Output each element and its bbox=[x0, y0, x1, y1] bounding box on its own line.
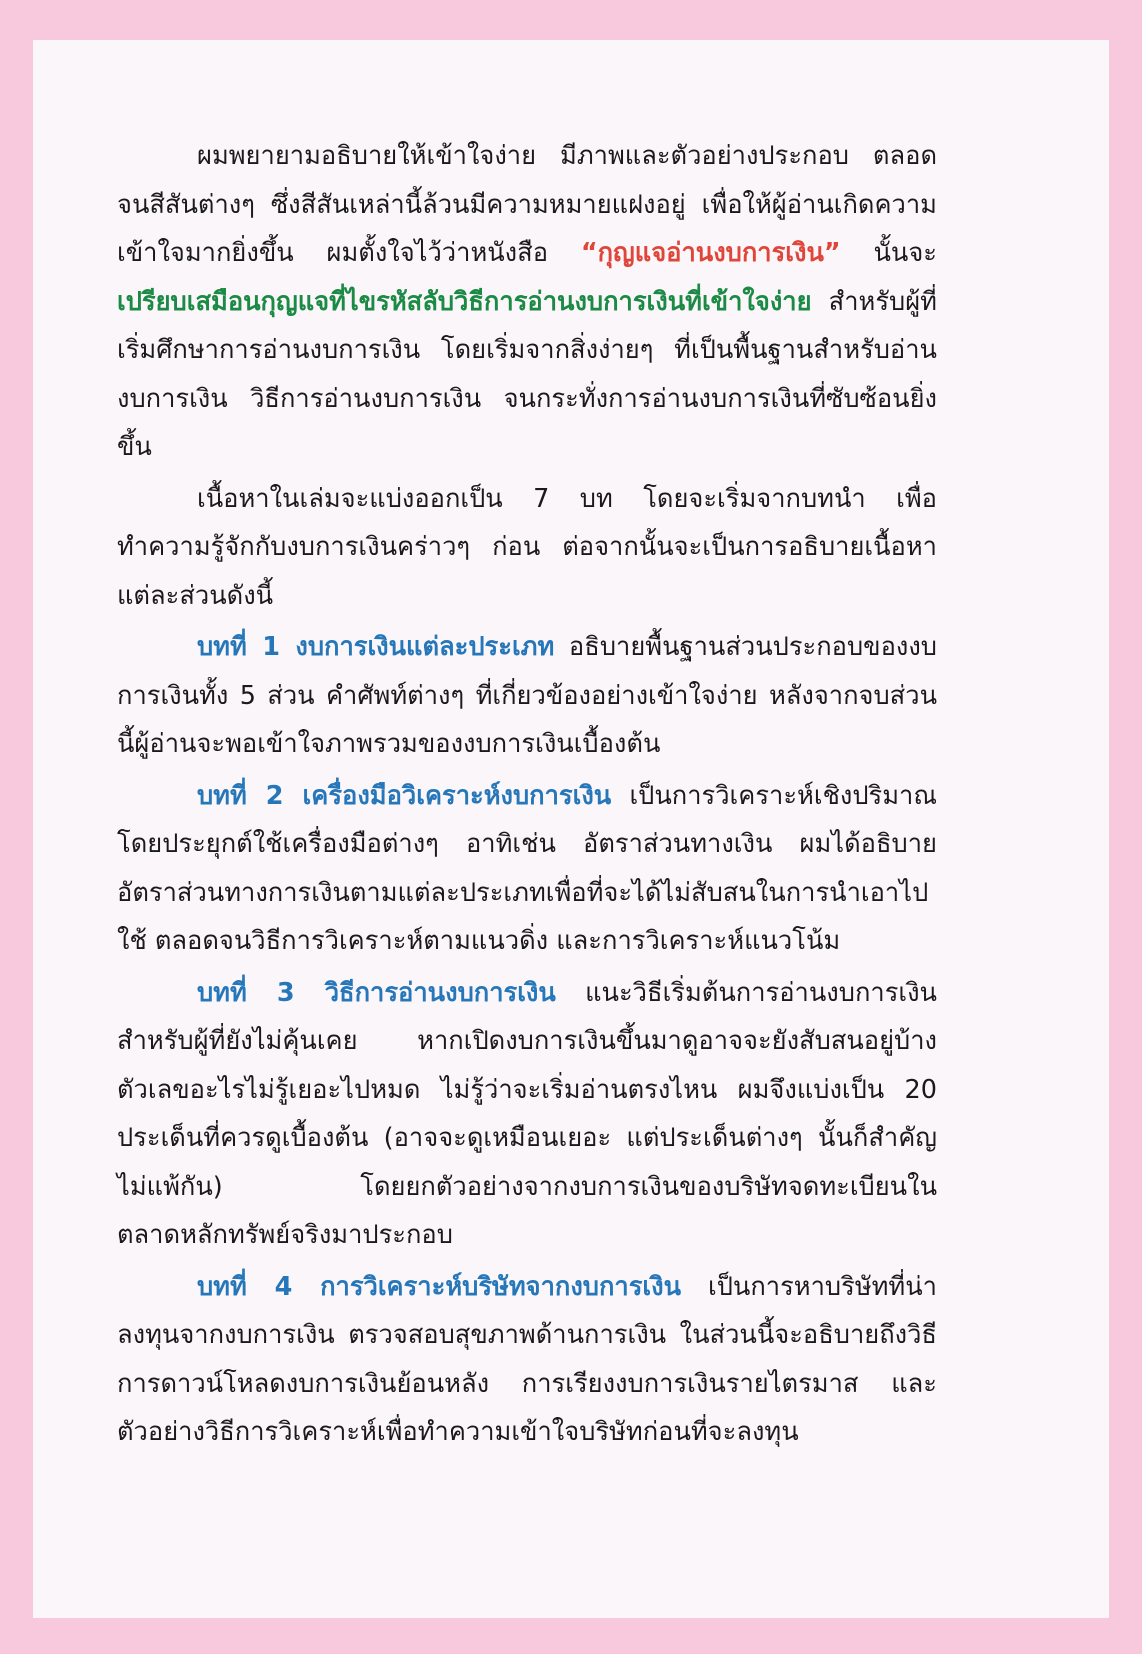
page-sheet bbox=[33, 40, 1109, 1618]
intro-text-2: นั้นจะ bbox=[840, 238, 937, 268]
chapter-2-heading: บทที่ 2 เครื่องมือวิเคราะห์งบการเงิน bbox=[197, 780, 612, 811]
chapter-2-body: เป็นการวิเคราะห์เชิงปริมาณโดยประยุกต์ใช้เครื่องมือต่างๆ อาทิเช่น อัตราส่วนทางเงิน ผมได้อธิบายอัตราส่วนทางการเงินตามแต่ละประเภทเพื่อที่จะได้ไม่สับสนในการนำเอาไปใช้ ตลอดจนวิธีการวิเคราะห์ตามแนวดิ่ง และการวิเคราะห์แนวโน้ม bbox=[117, 780, 937, 956]
chapter-4-paragraph bbox=[117, 1263, 937, 1457]
book-title: “กุญแจอ่านงบการเงิน” bbox=[580, 238, 841, 268]
chapter-1-paragraph bbox=[117, 623, 937, 769]
chapter-1-body: อธิบายพื้นฐานส่วนประกอบของงบการเงินทั้ง 5 ส่วน คำศัพท์ต่างๆ ที่เกี่ยวข้องอย่างเข้าใจง่าย หลังจากจบส่วนนี้ผู้อ่านจะพอเข้าใจภาพรวมของงบการเงินเบื้องต้น bbox=[117, 632, 937, 759]
chapter-2-paragraph bbox=[117, 772, 937, 966]
intro-paragraph-2: เนื้อหาในเล่มจะแบ่งออกเป็น 7 บท โดยจะเริ่มจากบทนำ เพื่อทำความรู้จักกับงบการเงินคร่าวๆ ก่อน ต่อจากนั้นจะเป็นการอธิบายเนื้อหาแต่ละส่วนดังนี้ bbox=[117, 483, 937, 611]
chapter-3-paragraph bbox=[117, 969, 937, 1260]
book-metaphor-highlight: เปรียบเสมือนกุญแจที่ไขรหัสลับวิธีการอ่านงบการเงินที่เข้าใจง่าย bbox=[117, 286, 812, 317]
chapter-3-body: แนะวิธีเริ่มต้นการอ่านงบการเงินสำหรับผู้ที่ยังไม่คุ้นเคย หากเปิดงบการเงินขึ้นมาดูอาจจะยังสับสนอยู่บ้าง ตัวเลขอะไรไม่รู้เยอะไปหมด ไม่รู้ว่าจะเริ่มอ่านตรงไหน ผมจึงแบ่งเป็น 20 ประเด็นที่ควรดูเบื้องต้น (อาจจะดูเหมือนเยอะ แต่ประเด็นต่างๆ นั้นก็สำคัญไม่แพ้กัน) โดยยกตัวอย่างจากงบการเงินของบริษัทจดทะเบียนในตลาดหลักทรัพย์จริงมาประกอบ bbox=[117, 977, 937, 1250]
chapter-4-heading: บทที่ 4 การวิเคราะห์บริษัทจากงบการเงิน bbox=[197, 1271, 682, 1302]
chapter-4-body: เป็นการหาบริษัทที่น่าลงทุนจากงบการเงิน ตรวจสอบสุขภาพด้านการเงิน ในส่วนนี้จะอธิบายถึงวิธีการดาวน์โหลดงบการเงินย้อนหลัง การเรียงงบการเงินรายไตรมาส และตัวอย่างวิธีการวิเคราะห์เพื่อทำความเข้าใจบริษัทก่อนที่จะลงทุน bbox=[117, 1271, 937, 1447]
chapter-3-heading: บทที่ 3 วิธีการอ่านงบการเงิน bbox=[197, 977, 556, 1008]
intro-text-3: สำหรับผู้ที่เริ่มศึกษาการอ่านงบการเงิน โดยเริ่มจากสิ่งง่ายๆ ที่เป็นพื้นฐานสำหรับอ่านงบการเงิน วิธีการอ่านงบการเงิน จนกระทั่งการอ่านงบการเงินที่ซับซ้อนยิ่งขึ้น bbox=[117, 286, 937, 462]
intro-text-1: ผมพยายามอธิบายให้เข้าใจง่าย มีภาพและตัวอย่างประกอบ ตลอดจนสีสันต่างๆ ซึ่งสีสันเหล่านี้ล้วนมีความหมายแฝงอยู่ เพื่อให้ผู้อ่านเกิดความเข้าใจมากยิ่งขึ้น ผมตั้งใจไว้ว่าหนังสือ bbox=[117, 141, 937, 268]
chapter-1-heading: บทที่ 1 งบการเงินแต่ละประเภท bbox=[197, 632, 555, 662]
intro-paragraph-1 bbox=[117, 132, 937, 472]
page-content bbox=[117, 132, 937, 1460]
